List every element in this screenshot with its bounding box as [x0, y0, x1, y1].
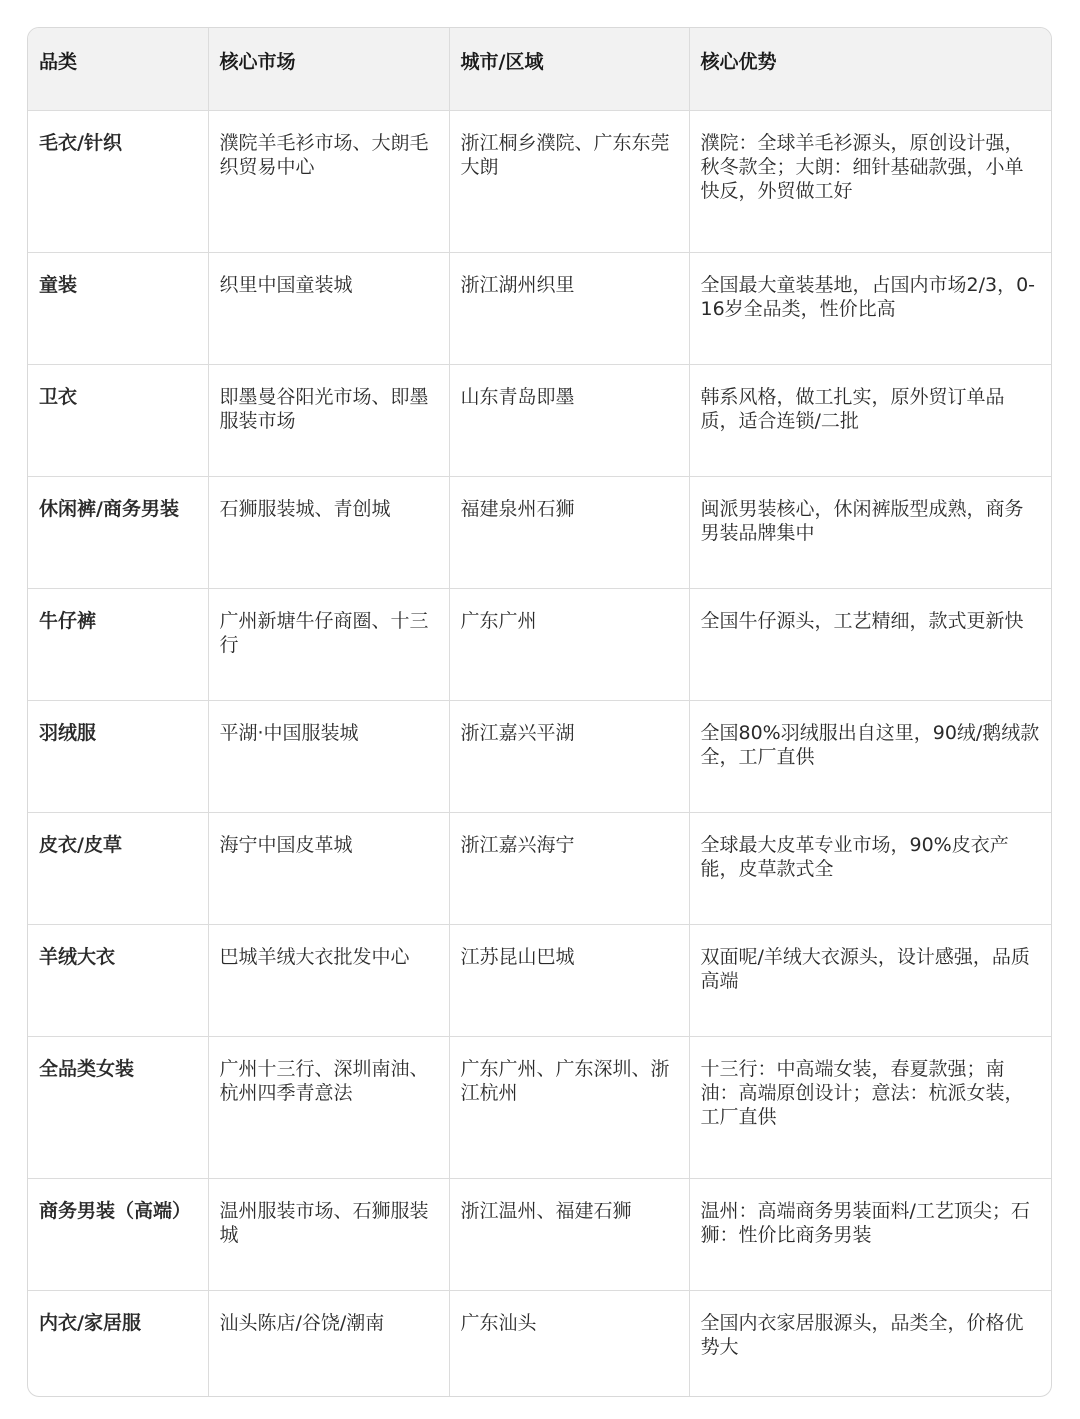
advantage-cell: 全国80%羽绒服出自这里，90绒/鹅绒款全，工厂直供: [689, 700, 1052, 812]
advantage-cell: 温州：高端商务男装面料/工艺顶尖；石狮：性价比商务男装: [689, 1178, 1052, 1290]
city-cell: 浙江湖州织里: [449, 252, 689, 364]
category-cell: 卫衣: [28, 364, 208, 476]
advantage-cell: 全球最大皮革专业市场，90%皮衣产能，皮草款式全: [689, 812, 1052, 924]
advantage-cell: 韩系风格，做工扎实，原外贸订单品质，适合连锁/二批: [689, 364, 1052, 476]
table-row: [28, 252, 1052, 364]
city-cell: 山东青岛即墨: [449, 364, 689, 476]
advantage-cell: 全国最大童装基地，占国内市场2/3，0-16岁全品类，性价比高: [689, 252, 1052, 364]
advantage-cell: 十三行：中高端女装，春夏款强；南油：高端原创设计；意法：杭派女装，工厂直供: [689, 1036, 1052, 1178]
table-row: [28, 1036, 1052, 1178]
market-cell: 汕头陈店/谷饶/潮南: [208, 1290, 449, 1397]
header-city: 城市/区域: [449, 28, 689, 110]
city-cell: 浙江温州、福建石狮: [449, 1178, 689, 1290]
category-cell: 休闲裤/商务男装: [28, 476, 208, 588]
header-category: 品类: [28, 28, 208, 110]
table-row: [28, 1290, 1052, 1397]
header-advantage: 核心优势: [689, 28, 1052, 110]
city-cell: 广东汕头: [449, 1290, 689, 1397]
market-cell: 即墨曼谷阳光市场、即墨服装市场: [208, 364, 449, 476]
table-row: [28, 924, 1052, 1036]
table-row: [28, 476, 1052, 588]
city-cell: 浙江桐乡濮院、广东东莞大朗: [449, 110, 689, 252]
market-cell: 织里中国童装城: [208, 252, 449, 364]
market-table: [28, 28, 1052, 1397]
category-cell: 童装: [28, 252, 208, 364]
advantage-cell: 全国牛仔源头，工艺精细，款式更新快: [689, 588, 1052, 700]
category-cell: 羽绒服: [28, 700, 208, 812]
advantage-cell: 闽派男装核心，休闲裤版型成熟，商务男装品牌集中: [689, 476, 1052, 588]
advantage-cell: 濮院：全球羊毛衫源头，原创设计强，秋冬款全；大朗：细针基础款强，小单快反，外贸做工好: [689, 110, 1052, 252]
market-cell: 平湖·中国服装城: [208, 700, 449, 812]
category-cell: 商务男装（高端）: [28, 1178, 208, 1290]
table-header-row: [28, 28, 1052, 110]
header-market: 核心市场: [208, 28, 449, 110]
category-cell: 内衣/家居服: [28, 1290, 208, 1397]
market-cell: 濮院羊毛衫市场、大朗毛织贸易中心: [208, 110, 449, 252]
market-cell: 广州新塘牛仔商圈、十三行: [208, 588, 449, 700]
market-cell: 石狮服装城、青创城: [208, 476, 449, 588]
city-cell: 福建泉州石狮: [449, 476, 689, 588]
advantage-cell: 双面呢/羊绒大衣源头，设计感强，品质高端: [689, 924, 1052, 1036]
category-cell: 毛衣/针织: [28, 110, 208, 252]
table-row: [28, 110, 1052, 252]
category-cell: 羊绒大衣: [28, 924, 208, 1036]
market-table-container: [27, 27, 1052, 1397]
city-cell: 广东广州: [449, 588, 689, 700]
table-row: [28, 700, 1052, 812]
table-row: [28, 364, 1052, 476]
category-cell: 全品类女装: [28, 1036, 208, 1178]
city-cell: 广东广州、广东深圳、浙江杭州: [449, 1036, 689, 1178]
market-cell: 温州服装市场、石狮服装城: [208, 1178, 449, 1290]
city-cell: 浙江嘉兴海宁: [449, 812, 689, 924]
market-cell: 广州十三行、深圳南油、杭州四季青意法: [208, 1036, 449, 1178]
table-row: [28, 588, 1052, 700]
category-cell: 皮衣/皮草: [28, 812, 208, 924]
market-cell: 巴城羊绒大衣批发中心: [208, 924, 449, 1036]
market-cell: 海宁中国皮革城: [208, 812, 449, 924]
category-cell: 牛仔裤: [28, 588, 208, 700]
table-row: [28, 1178, 1052, 1290]
table-row: [28, 812, 1052, 924]
city-cell: 江苏昆山巴城: [449, 924, 689, 1036]
advantage-cell: 全国内衣家居服源头，品类全，价格优势大: [700, 1311, 1024, 1358]
city-cell: 浙江嘉兴平湖: [449, 700, 689, 812]
